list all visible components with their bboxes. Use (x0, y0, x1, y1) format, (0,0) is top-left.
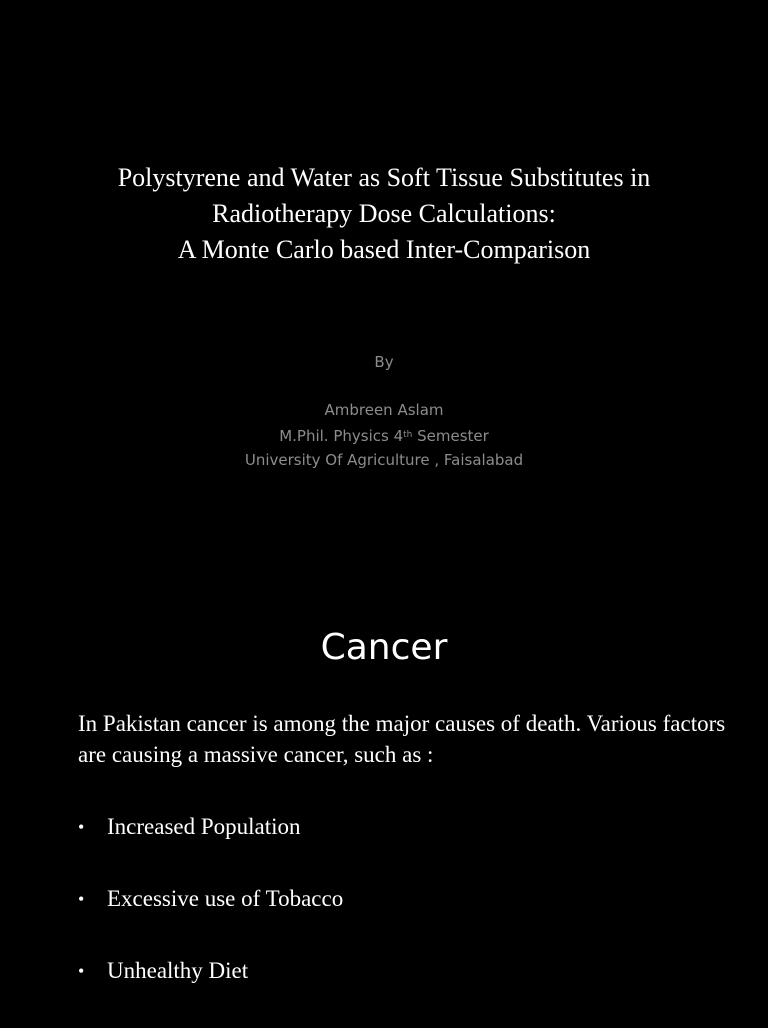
slide-heading: Cancer (320, 627, 448, 668)
author-program (0, 423, 768, 448)
program-prefix: M.Phil. Physics 4 (279, 427, 404, 445)
presentation-title (40, 160, 728, 268)
bullet-icon: • (78, 817, 85, 837)
slide-cancer (0, 576, 768, 1024)
by-label: By (374, 353, 394, 371)
list-item (78, 956, 750, 1028)
bullet-text: Unhealthy Diet (107, 958, 249, 983)
author-name: Ambreen Aslam (324, 401, 444, 419)
bullet-icon: • (78, 961, 85, 981)
bullet-list (78, 812, 750, 1028)
title-line-3: A Monte Carlo based Inter-Comparison (177, 235, 591, 264)
title-line-2: Radiotherapy Dose Calculations: (212, 199, 556, 228)
bullet-text: Increased Population (107, 814, 301, 839)
author-university: University Of Agriculture , Faisalabad (244, 451, 524, 469)
program-suffix: Semester (412, 427, 489, 445)
program-ordinal: th (403, 430, 413, 440)
author-info (0, 350, 768, 473)
bullet-text: Excessive use of Tobacco (107, 886, 344, 911)
title-line-1: Polystyrene and Water as Soft Tissue Substitutes in (117, 163, 651, 192)
intro-paragraph: In Pakistan cancer is among the major causes of death. Various factors are causing a massive cancer, such as : (78, 711, 726, 767)
list-item (78, 884, 750, 956)
bullet-icon: • (78, 889, 85, 909)
list-item (78, 812, 750, 884)
